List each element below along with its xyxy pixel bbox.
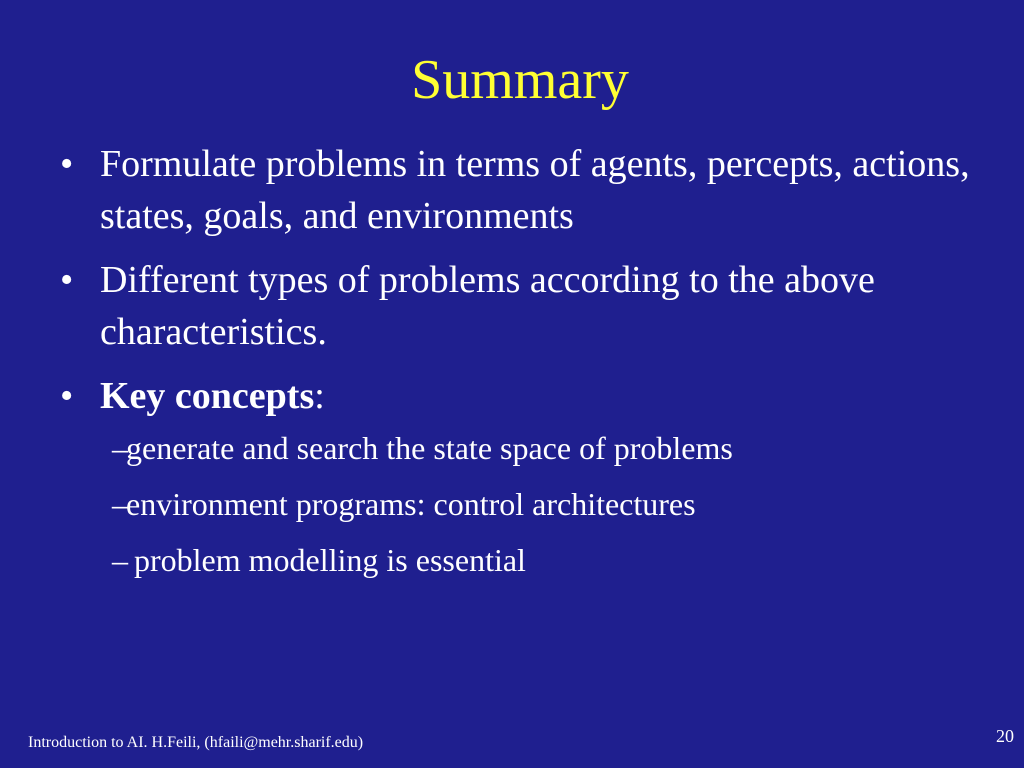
sub-bullet-marker: – <box>112 542 128 578</box>
bullet-item <box>56 138 976 242</box>
sub-bullet-text: problem modelling is essential <box>126 542 526 578</box>
sub-bullet-marker: – <box>112 430 128 466</box>
bullet-marker: • <box>60 375 74 417</box>
sub-bullet-item <box>56 484 976 524</box>
slide-title: Summary <box>411 49 629 111</box>
sub-bullet-marker: – <box>112 486 128 522</box>
key-concepts-label: Key concepts <box>100 375 315 417</box>
page-number: 20 <box>996 726 1014 746</box>
slide-footer: Introduction to AI. H.Feili, (hfaili@mehr.sharif.edu) <box>28 734 364 751</box>
sub-bullet-item <box>56 540 976 580</box>
bullet-item <box>56 254 976 358</box>
sub-bullet-item <box>56 428 976 468</box>
bullet-marker: • <box>60 259 74 301</box>
sub-bullet-text: environment programs: control architectures <box>126 486 696 522</box>
bullet-list <box>56 138 976 596</box>
bullet-text: Different types of problems according to the above characteristics. <box>100 259 875 353</box>
sub-bullet-text: generate and search the state space of problems <box>126 430 733 466</box>
bullet-marker: • <box>60 143 74 185</box>
bullet-text: Formulate problems in terms of agents, percepts, actions, states, goals, and environments <box>100 143 970 237</box>
bullet-item-key-concepts <box>56 370 976 422</box>
key-concepts-colon: : <box>314 375 325 417</box>
